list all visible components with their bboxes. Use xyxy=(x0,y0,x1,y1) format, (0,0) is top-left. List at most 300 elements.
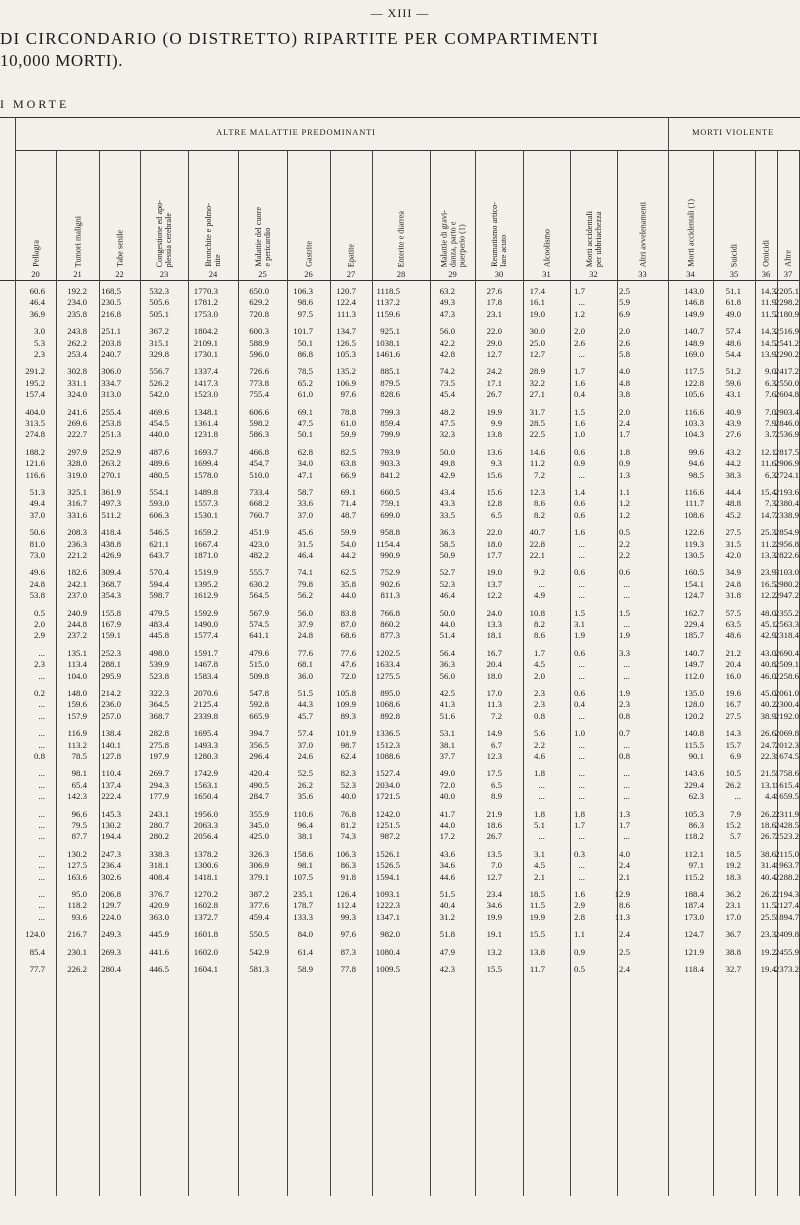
column-rule xyxy=(99,150,100,1196)
table-cell: 8.6 xyxy=(619,900,630,911)
table-cell: 859.4 xyxy=(380,418,400,428)
table-cell: 8.2 xyxy=(534,619,545,629)
table-cell: 594.4 xyxy=(149,578,169,589)
table-cell: 469.6 xyxy=(149,406,169,417)
column-rule xyxy=(668,117,669,1196)
table-cell: 487.6 xyxy=(149,446,169,457)
table-cell: 113.2 xyxy=(67,739,87,750)
group-header-main: ALTRE MALATTIE PREDOMINANTI xyxy=(216,127,376,137)
column-number: 30 xyxy=(494,269,504,279)
column-rule xyxy=(56,150,57,1196)
table-cell: 7.2 xyxy=(491,710,502,721)
table-cell: ... xyxy=(38,728,45,739)
table-cell: ... xyxy=(578,860,585,871)
table-cell: 2300.4 xyxy=(774,699,799,710)
table-cell: 127.5 xyxy=(67,860,87,871)
table-cell: 58.7 xyxy=(297,487,313,497)
table-cell: 116.6 xyxy=(684,487,704,497)
table-cell: 216.8 xyxy=(101,308,121,319)
table-cell: 43.2 xyxy=(725,446,741,457)
table-cell: 11.6 xyxy=(760,458,776,469)
table-cell: 2690.4 xyxy=(774,647,799,658)
table-cell: 34.6 xyxy=(439,860,455,871)
table-cell: 47.5 xyxy=(439,418,455,428)
table-cell: 49.6 xyxy=(29,567,45,578)
table-cell: 338.3 xyxy=(149,848,169,859)
table-cell: 288.1 xyxy=(101,659,121,670)
table-cell: 1.5 xyxy=(574,607,585,618)
table-cell: 2380.4 xyxy=(774,498,799,509)
table-cell: 539.9 xyxy=(149,659,169,670)
table-cell: 629.2 xyxy=(249,297,269,308)
table-cell: 105.3 xyxy=(336,349,356,359)
table-cell: 167.9 xyxy=(101,619,121,629)
table-cell: 316.7 xyxy=(67,498,87,509)
table-cell: 7.9 xyxy=(765,418,776,428)
table-cell: 532.3 xyxy=(149,286,169,296)
column-header xyxy=(114,153,126,267)
table-cell: 85.4 xyxy=(29,946,45,957)
table-cell: 108.6 xyxy=(684,509,704,520)
table-cell: 42.5 xyxy=(439,688,455,698)
table-cell: 515.0 xyxy=(249,659,269,670)
table-cell: 2.2 xyxy=(619,550,630,560)
table-cell: 720.8 xyxy=(249,308,269,319)
table-cell: 1.5 xyxy=(619,607,630,618)
column-header-label: Reumatismo artico- lare acuto xyxy=(490,202,508,267)
table-cell: 2550.0 xyxy=(774,377,799,388)
table-cell: 773.8 xyxy=(249,377,269,388)
table-cell: 47.6 xyxy=(340,659,356,670)
table-cell: 18.0 xyxy=(486,670,502,681)
table-cell: 17.4 xyxy=(529,286,545,296)
table-cell: 121.9 xyxy=(684,946,704,957)
table-cell: 15.7 xyxy=(725,739,741,750)
table-cell: 111.7 xyxy=(684,498,704,509)
table-cell: 1231.8 xyxy=(193,429,218,440)
table-cell: 18.0 xyxy=(486,538,502,549)
table-cell: 3.3 xyxy=(619,647,630,658)
table-cell: 44.2 xyxy=(340,550,356,560)
table-cell: 0.6 xyxy=(574,567,585,578)
table-cell: 252.3 xyxy=(101,647,121,658)
table-cell: 309.4 xyxy=(101,567,121,578)
table-cell: 1347.1 xyxy=(375,911,400,922)
table-cell: 592.8 xyxy=(249,699,269,710)
table-cell: 0.8 xyxy=(34,751,45,761)
column-header xyxy=(72,153,84,267)
table-cell: 38.8 xyxy=(725,946,741,957)
table-cell: 57.5 xyxy=(725,607,741,618)
column-number: 24 xyxy=(208,269,218,279)
table-cell: 2.1 xyxy=(619,871,630,882)
table-cell: 1300.6 xyxy=(193,860,218,871)
table-cell: 31.5 xyxy=(725,538,741,549)
table-cell: 1038.1 xyxy=(375,337,400,348)
table-cell: 48.8 xyxy=(725,498,741,509)
table-cell: 47.9 xyxy=(439,946,455,957)
table-cell: 94.6 xyxy=(688,458,704,469)
table-cell: 36.2 xyxy=(725,889,741,899)
table-cell: ... xyxy=(38,871,45,882)
table-cell: ... xyxy=(623,619,630,629)
column-header-label: Epatite xyxy=(346,243,356,267)
table-cell: 146.8 xyxy=(684,297,704,308)
table-cell: 61.8 xyxy=(725,297,741,308)
column-number: 35 xyxy=(729,269,739,279)
table-cell: 354.3 xyxy=(101,590,121,601)
table-cell: 1.5 xyxy=(574,406,585,417)
table-cell: 987.2 xyxy=(380,831,400,842)
table-cell: ... xyxy=(578,670,585,681)
table-cell: 2.3 xyxy=(619,699,630,710)
table-cell: 1242.0 xyxy=(375,808,400,819)
table-cell: 726.6 xyxy=(249,366,269,377)
table-cell: 426.9 xyxy=(101,550,121,560)
table-cell: 37.0 xyxy=(297,739,313,750)
table-cell: 168.5 xyxy=(101,286,121,296)
table-cell: 3103.0 xyxy=(774,567,799,578)
table-cell: 275.8 xyxy=(149,739,169,750)
table-cell: 11.5 xyxy=(529,900,545,911)
table-cell: 19.9 xyxy=(529,911,545,922)
table-cell: ... xyxy=(578,578,585,589)
table-cell: 302.8 xyxy=(67,366,87,377)
table-cell: 2.0 xyxy=(574,326,585,337)
table-cell: 24.8 xyxy=(725,578,741,589)
table-cell: 2980.2 xyxy=(774,578,799,589)
table-cell: 379.1 xyxy=(249,871,269,882)
table-cell: 479.6 xyxy=(249,647,269,658)
table-cell: 1009.5 xyxy=(375,964,400,974)
table-cell: 925.1 xyxy=(380,326,400,337)
table-cell: 1563.1 xyxy=(193,779,218,790)
table-cell: 263.2 xyxy=(101,458,121,469)
table-cell: 466.8 xyxy=(249,446,269,457)
table-cell: 149.7 xyxy=(684,659,704,670)
table-cell: 11.7 xyxy=(529,964,545,974)
table-cell: 229.4 xyxy=(684,779,704,790)
table-cell: 14.5 xyxy=(760,337,776,348)
table-cell: 2339.8 xyxy=(193,710,218,721)
table-cell: 173.0 xyxy=(684,911,704,922)
table-cell: 66.9 xyxy=(340,469,356,480)
table-cell: 34.9 xyxy=(725,567,741,578)
table-cell: 195.2 xyxy=(25,377,45,388)
column-header xyxy=(760,153,772,267)
table-cell: 3.7 xyxy=(765,429,776,440)
table-cell: 438.8 xyxy=(101,538,121,549)
table-cell: 21.5 xyxy=(760,768,776,779)
table-cell: 242.1 xyxy=(67,578,87,589)
table-cell: 2724.1 xyxy=(774,469,799,480)
table-cell: 799.3 xyxy=(380,406,400,417)
table-cell: ... xyxy=(38,699,45,710)
table-cell: 0.6 xyxy=(574,498,585,509)
table-cell: 16.0 xyxy=(725,670,741,681)
table-cell: 49.0 xyxy=(725,308,741,319)
table-cell: 140.7 xyxy=(684,647,704,658)
column-header xyxy=(782,153,794,267)
table-cell: 1337.4 xyxy=(193,366,218,377)
table-cell: 19.2 xyxy=(760,946,776,957)
table-cell: 1557.3 xyxy=(193,498,218,509)
column-header xyxy=(685,153,697,267)
table-cell: 902.6 xyxy=(380,578,400,589)
table-cell: ... xyxy=(38,820,45,830)
table-cell: ... xyxy=(38,848,45,859)
table-cell: 58.5 xyxy=(439,538,455,549)
table-cell: 12.3 xyxy=(529,487,545,497)
table-cell: 159.6 xyxy=(67,699,87,710)
table-cell: 208.3 xyxy=(67,527,87,538)
table-cell: 489.6 xyxy=(149,458,169,469)
table-cell: 1804.2 xyxy=(193,326,218,337)
table-cell: 367.2 xyxy=(149,326,169,337)
table-cell: 2205.1 xyxy=(774,286,799,296)
table-cell: 121.6 xyxy=(25,458,45,469)
table-cell: 1894.7 xyxy=(774,911,799,922)
table-cell: 124.0 xyxy=(25,929,45,940)
table-cell: 2541.2 xyxy=(774,337,799,348)
table-cell: 0.6 xyxy=(574,647,585,658)
table-cell: 140.1 xyxy=(101,739,121,750)
table-cell: 523.8 xyxy=(149,670,169,681)
table-cell: 2063.3 xyxy=(193,820,218,830)
table-cell: 1.7 xyxy=(574,820,585,830)
table-cell: 77.8 xyxy=(340,964,356,974)
table-cell: 48.2 xyxy=(439,406,455,417)
column-header-label: Suicidi xyxy=(729,243,739,267)
table-cell: 16.7 xyxy=(725,699,741,710)
table-cell: 1770.3 xyxy=(193,286,218,296)
table-cell: 74.3 xyxy=(340,831,356,842)
table-cell: 404.0 xyxy=(25,406,45,417)
table-cell: 364.5 xyxy=(149,699,169,710)
table-cell: 793.9 xyxy=(380,446,400,457)
table-cell: 27.5 xyxy=(725,710,741,721)
table-cell: 159.1 xyxy=(101,630,121,641)
table-cell: 26.2 xyxy=(760,808,776,819)
table-cell: 2.0 xyxy=(619,326,630,337)
table-cell: 236.4 xyxy=(101,860,121,871)
table-cell: 17.1 xyxy=(486,377,502,388)
table-cell: 148.0 xyxy=(67,688,87,698)
table-cell: ... xyxy=(38,889,45,899)
table-cell: 11.3 xyxy=(614,911,630,922)
table-cell: 1118.5 xyxy=(376,286,400,296)
table-cell: 17.5 xyxy=(486,768,502,779)
table-cell: 98.5 xyxy=(688,469,704,480)
table-cell: 44.0 xyxy=(439,820,455,830)
table-cell: ... xyxy=(38,670,45,681)
table-cell: 216.7 xyxy=(67,929,87,940)
table-cell: 903.3 xyxy=(380,458,400,469)
column-header-label: Tabe senile xyxy=(115,230,124,267)
table-cell: 345.0 xyxy=(249,820,269,830)
table-cell: 334.7 xyxy=(101,377,121,388)
table-cell: 12.8 xyxy=(486,498,502,509)
table-cell: 581.3 xyxy=(249,964,269,974)
table-cell: 13.3 xyxy=(760,550,776,560)
table-cell: 118.4 xyxy=(684,964,704,974)
table-cell: 18.3 xyxy=(725,871,741,882)
table-cell: 641.1 xyxy=(249,630,269,641)
table-cell: 49.3 xyxy=(439,297,455,308)
table-cell: 42.9 xyxy=(439,469,455,480)
table-cell: 509.8 xyxy=(249,670,269,681)
table-cell: 57.4 xyxy=(725,326,741,337)
table-cell: 1758.6 xyxy=(774,768,799,779)
table-cell: 660.5 xyxy=(380,487,400,497)
table-cell: 2.2 xyxy=(534,739,545,750)
table-cell: 2536.9 xyxy=(774,429,799,440)
table-cell: 319.0 xyxy=(67,469,87,480)
table-cell: 0.8 xyxy=(619,710,630,721)
table-cell: 13.6 xyxy=(486,446,502,457)
table-cell: 253.4 xyxy=(67,349,87,359)
table-cell: 306.9 xyxy=(249,860,269,871)
column-rule xyxy=(570,150,571,1196)
table-cell: 13.5 xyxy=(486,848,502,859)
column-rule xyxy=(15,117,16,1196)
table-cell: ... xyxy=(578,550,585,560)
table-cell: 43.4 xyxy=(439,487,455,497)
table-cell: 2947.2 xyxy=(774,590,799,601)
table-cell: 28.9 xyxy=(529,366,545,377)
table-cell: 99.3 xyxy=(340,911,356,922)
table-cell: 68.1 xyxy=(297,659,313,670)
table-cell: 1.1 xyxy=(619,487,630,497)
table-cell: 420.9 xyxy=(149,900,169,911)
table-cell: 95.0 xyxy=(71,889,87,899)
table-cell: 24.0 xyxy=(486,607,502,618)
table-cell: 446.5 xyxy=(149,964,169,974)
table-cell: 2.0 xyxy=(534,670,545,681)
table-cell: 1.7 xyxy=(574,366,585,377)
column-number: 31 xyxy=(542,269,551,279)
table-cell: 11.2 xyxy=(529,458,545,469)
table-cell: 0.6 xyxy=(574,688,585,698)
table-cell: 0.8 xyxy=(619,751,630,761)
table-cell: 42.9 xyxy=(760,630,776,641)
table-cell: 1650.4 xyxy=(193,791,218,802)
table-cell: 2.4 xyxy=(619,929,630,940)
table-cell: 52.3 xyxy=(340,779,356,790)
table-cell: 7.6 xyxy=(765,389,776,400)
table-cell: 643.7 xyxy=(149,550,169,560)
table-cell: 376.7 xyxy=(149,889,169,899)
table-cell: 50.0 xyxy=(439,446,455,457)
table-cell: 22.0 xyxy=(486,527,502,538)
table-cell: 4.4 xyxy=(765,791,776,802)
table-cell: 22.5 xyxy=(529,429,545,440)
table-cell: 1.7 xyxy=(619,429,630,440)
column-rule xyxy=(475,150,476,1196)
table-cell: 11.3 xyxy=(486,699,502,710)
table-cell: 291.2 xyxy=(25,366,45,377)
table-cell: 53.1 xyxy=(439,728,455,739)
table-cell: 50.1 xyxy=(297,337,313,348)
table-cell: 11.2 xyxy=(760,538,776,549)
column-number: 22 xyxy=(115,269,124,279)
table-cell: 120.2 xyxy=(684,710,704,721)
table-cell: 593.0 xyxy=(149,498,169,509)
table-cell: ... xyxy=(578,297,585,308)
group-header-violent: MORTI VIOLENTE xyxy=(691,127,775,137)
table-cell: ... xyxy=(623,768,630,779)
table-cell: 5.3 xyxy=(34,337,45,348)
table-cell: 37.0 xyxy=(297,509,313,520)
table-cell: 49.4 xyxy=(29,498,45,509)
table-cell: 12.3 xyxy=(486,751,502,761)
table-cell: 755.4 xyxy=(249,389,269,400)
table-cell: 158.6 xyxy=(293,848,313,859)
table-cell: 26.2 xyxy=(297,779,313,790)
table-cell: 160.5 xyxy=(684,567,704,578)
table-cell: 542.9 xyxy=(249,946,269,957)
table-cell: 5.9 xyxy=(619,297,630,308)
table-cell: 10.8 xyxy=(529,607,545,618)
table-cell: 51.6 xyxy=(439,710,455,721)
table-cell: 982.0 xyxy=(380,929,400,940)
table-cell: 77.6 xyxy=(340,647,356,658)
table-cell: 59.6 xyxy=(725,377,741,388)
table-cell: 324.0 xyxy=(67,389,87,400)
table-cell: ... xyxy=(538,578,545,589)
table-cell: 73.5 xyxy=(439,377,455,388)
column-header-label: Tumori maligni xyxy=(73,215,82,267)
table-cell: 1467.8 xyxy=(193,659,218,670)
table-cell: 247.3 xyxy=(101,848,121,859)
table-cell: ... xyxy=(734,791,741,802)
table-cell: 63.8 xyxy=(340,458,356,469)
table-cell: 12.7 xyxy=(486,349,502,359)
table-cell: 1.8 xyxy=(534,768,545,779)
table-cell: 2516.9 xyxy=(774,326,799,337)
table-cell: 120.7 xyxy=(336,286,356,296)
table-cell: 1523.0 xyxy=(193,389,218,400)
table-cell: 7.3 xyxy=(765,498,776,509)
table-cell: 2817.5 xyxy=(774,446,799,457)
table-cell: 12.7 xyxy=(529,349,545,359)
table-cell: 36.7 xyxy=(725,929,741,940)
table-cell: 2.5 xyxy=(619,946,630,957)
table-cell: 119.3 xyxy=(684,538,704,549)
table-cell: 72.0 xyxy=(340,670,356,681)
table-cell: 226.2 xyxy=(67,964,87,974)
table-cell: 13.2 xyxy=(486,946,502,957)
table-cell: 5.7 xyxy=(730,831,741,842)
table-cell: 252.9 xyxy=(101,446,121,457)
table-cell: 140.7 xyxy=(684,326,704,337)
table-cell: 1.0 xyxy=(574,728,585,739)
table-cell: 29.0 xyxy=(486,337,502,348)
table-cell: 44.0 xyxy=(439,619,455,629)
table-cell: 19.0 xyxy=(486,567,502,578)
table-cell: 50.9 xyxy=(439,550,455,560)
table-cell: 6.5 xyxy=(491,779,502,790)
table-cell: 564.5 xyxy=(249,590,269,601)
table-cell: 0.8 xyxy=(534,710,545,721)
table-cell: 17.2 xyxy=(439,831,455,842)
table-cell: 1693.7 xyxy=(193,446,218,457)
column-header xyxy=(345,153,357,267)
table-cell: 56.4 xyxy=(439,647,455,658)
table-cell: 82.5 xyxy=(340,446,356,457)
table-cell: 48.6 xyxy=(725,337,741,348)
table-cell: 1583.4 xyxy=(193,670,218,681)
